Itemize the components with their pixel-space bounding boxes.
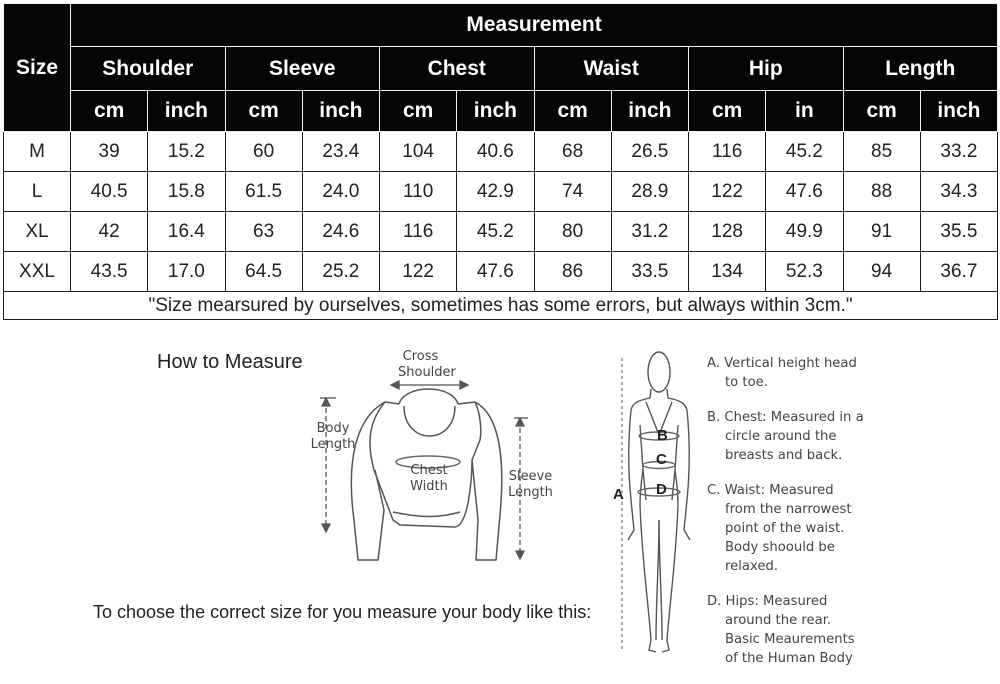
unit-header: inch xyxy=(148,91,225,132)
column-header-sleeve: Sleeve xyxy=(225,47,380,91)
legend-item-line: relaxed. xyxy=(725,559,779,574)
column-header-chest: Chest xyxy=(380,47,535,91)
measurement-legend xyxy=(707,354,887,684)
body-label-a: A xyxy=(613,486,624,503)
legend-item xyxy=(707,481,887,576)
measurement-cell: 74 xyxy=(534,172,611,212)
measurement-cell: 28.9 xyxy=(611,172,688,212)
measurement-cell: 42.9 xyxy=(457,172,534,212)
unit-header: cm xyxy=(71,91,148,132)
measurement-cell: 68 xyxy=(534,132,611,172)
measurement-cell: 47.6 xyxy=(766,172,843,212)
measurement-cell: 45.2 xyxy=(766,132,843,172)
how-to-measure-title: How to Measure xyxy=(157,351,303,373)
measurement-cell: 15.8 xyxy=(148,172,225,212)
measurement-cell: 43.5 xyxy=(71,252,148,292)
measurement-cell: 40.5 xyxy=(71,172,148,212)
measurement-cell: 39 xyxy=(71,132,148,172)
chest-width-label-line2: Width xyxy=(410,479,448,494)
measurement-cell: 88 xyxy=(843,172,920,212)
column-header-hip: Hip xyxy=(689,47,844,91)
unit-header: cm xyxy=(380,91,457,132)
measurement-cell: 45.2 xyxy=(457,212,534,252)
legend-item xyxy=(707,354,887,392)
measurement-cell: 26.5 xyxy=(611,132,688,172)
legend-item-line: breasts and back. xyxy=(725,448,843,463)
body-label-d: D xyxy=(656,481,667,498)
measurement-cell: 85 xyxy=(843,132,920,172)
measurement-cell: 116 xyxy=(380,212,457,252)
measurement-cell: 122 xyxy=(380,252,457,292)
legend-item-line: Body shoould be xyxy=(725,540,835,555)
measurement-cell: 42 xyxy=(71,212,148,252)
legend-item-line: to toe. xyxy=(725,375,768,390)
measurement-cell: 80 xyxy=(534,212,611,252)
body-label-b: B xyxy=(657,427,668,444)
size-cell: XL xyxy=(4,212,71,252)
measurement-cell: 110 xyxy=(380,172,457,212)
cross-shoulder-label-line2: Shoulder xyxy=(398,365,456,380)
measurement-cell: 86 xyxy=(534,252,611,292)
legend-item-line: circle around the xyxy=(725,429,837,444)
measurement-cell: 24.6 xyxy=(302,212,379,252)
measurement-cell: 52.3 xyxy=(766,252,843,292)
sleeve-length-label-line1: Sleeve xyxy=(508,469,553,484)
measurement-cell: 64.5 xyxy=(225,252,302,292)
measurement-cell: 134 xyxy=(689,252,766,292)
measurement-cell: 31.2 xyxy=(611,212,688,252)
measurement-cell: 34.3 xyxy=(920,172,997,212)
legend-item-line: point of the waist. xyxy=(725,521,845,536)
column-header-waist: Waist xyxy=(534,47,689,91)
measurement-cell: 104 xyxy=(380,132,457,172)
unit-header: inch xyxy=(457,91,534,132)
legend-item-title: B. Chest: Measured in a xyxy=(707,410,864,425)
measurement-cell: 128 xyxy=(689,212,766,252)
chest-width-label-line1: Chest xyxy=(410,463,448,478)
measurement-note: "Size mearsured by ourselves, sometimes has some errors, but always within 3cm." xyxy=(4,292,998,320)
size-header: Size xyxy=(4,4,71,132)
measurement-cell: 40.6 xyxy=(457,132,534,172)
legend-item xyxy=(707,408,887,465)
measurement-cell: 16.4 xyxy=(148,212,225,252)
measurement-cell: 49.9 xyxy=(766,212,843,252)
legend-item-line: from the narrowest xyxy=(725,502,852,517)
unit-header: cm xyxy=(534,91,611,132)
legend-item xyxy=(707,592,887,668)
size-cell: M xyxy=(4,132,71,172)
measurement-cell: 91 xyxy=(843,212,920,252)
measurement-cell: 25.2 xyxy=(302,252,379,292)
unit-header: inch xyxy=(920,91,997,132)
measurement-cell: 33.2 xyxy=(920,132,997,172)
measurement-header: Measurement xyxy=(71,4,998,47)
measurement-cell: 63 xyxy=(225,212,302,252)
size-cell: XXL xyxy=(4,252,71,292)
measurement-cell: 36.7 xyxy=(920,252,997,292)
legend-item-title: D. Hips: Measured xyxy=(707,594,828,609)
unit-header: inch xyxy=(302,91,379,132)
body-label-c: C xyxy=(656,451,667,468)
measurement-cell: 94 xyxy=(843,252,920,292)
measurement-cell: 35.5 xyxy=(920,212,997,252)
sleeve-length-label-line2: Length xyxy=(508,485,553,500)
cross-shoulder-label-line1: Cross xyxy=(402,349,439,364)
body-figure-icon xyxy=(622,352,690,652)
unit-header: cm xyxy=(689,91,766,132)
measurement-cell: 33.5 xyxy=(611,252,688,292)
unit-header: cm xyxy=(843,91,920,132)
measurement-cell: 23.4 xyxy=(302,132,379,172)
unit-header: cm xyxy=(225,91,302,132)
measurement-cell: 24.0 xyxy=(302,172,379,212)
measurement-cell: 15.2 xyxy=(148,132,225,172)
measurement-cell: 17.0 xyxy=(148,252,225,292)
body-length-label-line2: Length xyxy=(310,437,356,452)
measure-instruction: To choose the correct size for you measure your body like this: xyxy=(93,602,592,622)
measurement-cell: 116 xyxy=(689,132,766,172)
column-header-shoulder: Shoulder xyxy=(71,47,226,91)
legend-item-title: C. Waist: Measured xyxy=(707,483,834,498)
measurement-cell: 60 xyxy=(225,132,302,172)
legend-item-line: Basic Meaurements xyxy=(725,632,855,647)
legend-item-line: around the rear. xyxy=(725,613,832,628)
column-header-length: Length xyxy=(843,47,998,91)
unit-header: inch xyxy=(611,91,688,132)
measurement-cell: 47.6 xyxy=(457,252,534,292)
unit-header: in xyxy=(766,91,843,132)
measurement-cell: 61.5 xyxy=(225,172,302,212)
size-cell: L xyxy=(4,172,71,212)
legend-item-line: of the Human Body xyxy=(725,651,853,666)
body-length-label-line1: Body xyxy=(316,421,350,436)
legend-item-title: A. Vertical height head xyxy=(707,356,857,371)
measurement-cell: 122 xyxy=(689,172,766,212)
